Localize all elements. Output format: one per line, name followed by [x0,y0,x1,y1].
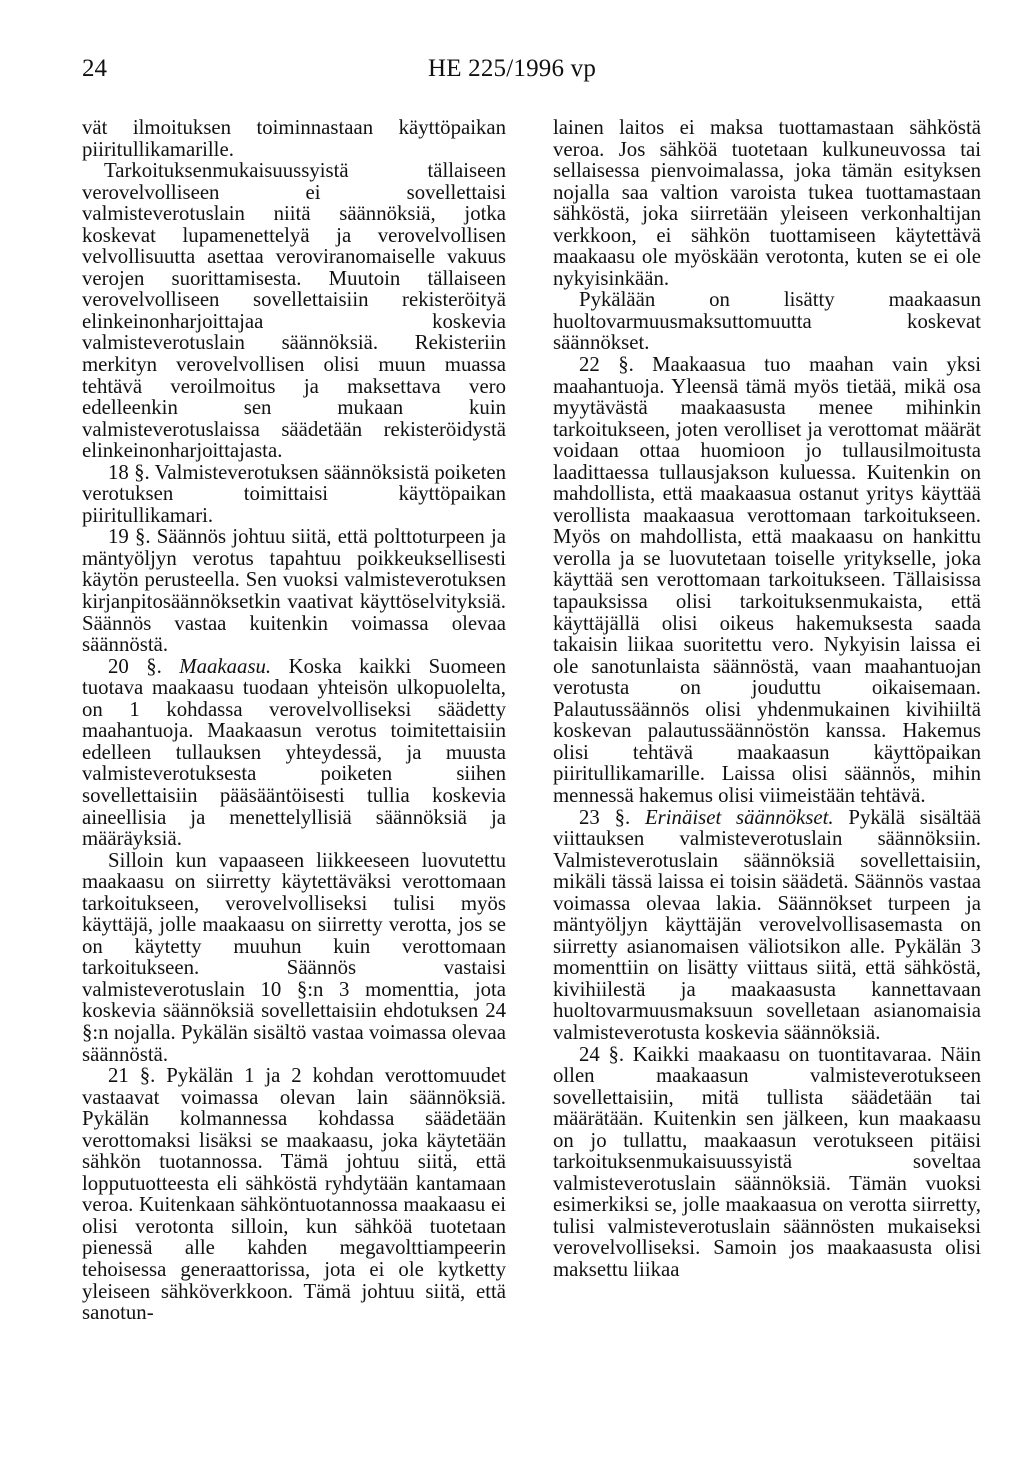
paragraph: Silloin kun vapaaseen liikkeeseen luovutettu maakaasu on siirretty käytettäväksi verottomaan tarkoitukseen, verovelvolliseksi tulisi myös käyttäjä, jolle maakaasu on siirretty verotta, jos se on käytetty muuhun kuin verottomaan tarkoitukseen. Säännös vastaisi valmisteverotuslain 10 §:n 3 momenttia, jota koskevia säännöksiä sovellettaisiin ehdotuksen 24 §:n nojalla. Pykälän sisältö vastaa voimassa olevaa säännöstä. [82,848,506,1066]
section-22-paragraph: 22 §. Maakaasua tuo maahan vain yksi maahantuoja. Yleensä tämä myös tietää, mikä osa myytävästä maakaasusta menee mihinkin tarkoitukseen, joten verolliset ja verottomat määrät voidaan ottaa huomioon jo tullausilmoitusta laadittaessa tullausjakson kuluessa. Kuitenkin on mahdollista, että maakaasua ostanut yritys käyttää verollista maakaasua verottomaan tarkoitukseen. Myös on mahdollista, että maakaasu on hankittu verolla ja se luovutetaan toiselle yritykselle, joka käyttää sen verottomaan tarkoitukseen. Tällaisissa tapauksissa olisi tarkoituksenmukaista, että käyttäjällä olisi oikeus hakemuksesta saada takaisin liikaa suoritettu vero. Nykyisin laissa ei ole sanotunlaista säännöstä, vaan maahantuojan verotusta on jouduttu oikaisemaan. Palautussäännös olisi yhdenmukainen kivihiiltä koskevan palautussäännöstön kanssa. Hakemus olisi tehtävä maakaasun käyttöpaikan piiritullikamarille. Laissa olisi säännös, mihin mennessä hakemus olisi viimeistään tehtävä. [553,353,981,807]
section-19-paragraph: 19 §. Säännös johtuu siitä, että polttoturpeen ja mäntyöljyn verotus tapahtuu poikkeuksellisesti käytön perusteella. Sen vuoksi valmisteverotuksen kirjanpitosäännöksetkin vaativat käyttöselvityksiä. Säännös vastaa kuitenkin voimassa olevaa säännöstä. [82,525,506,657]
paragraph: lainen laitos ei maksa tuottamastaan sähköstä veroa. Jos sähköä tuotetaan kulkuneuvossa tai sellaisessa pienvoimalassa, joka tämän esityksen nojalla saa valtion varoista tukea tuottamastaan sähköstä, joka siirretään yleiseen verkonhaltijan verkkoon, ei sähkön tuottamiseen käytettävä maakaasu ole myöskään verotonta, kuten se ei ole nykyisinkään. [553,116,981,290]
section-20-paragraph [82,656,506,850]
section-number: 20 §. [108,654,180,678]
section-18-paragraph: 18 §. Valmisteverotuksen säännöksistä poiketen verotuksen toimittaisi käyttöpaikan piiritullikamari. [82,460,506,527]
section-21-paragraph: 21 §. Pykälän 1 ja 2 kohdan verottomuudet vastaavat voimassa olevan lain säännöksiä. Pykälän kolmannessa kohdassa säädetään verottomaksi lisäksi se maakaasu, joka käytetään sähkön tuotannossa. Tämä johtuu siitä, että lopputuotteesta eli sähköstä ryhdytään kantamaan veroa. Kuitenkaan sähköntuotannossa maakaasu ei olisi verotonta silloin, kun sähköä tuotetaan pienessä alle kahden megavolttiampeerin tehoisessa generaattorissa, jota ei ole kytketty yleiseen sähköverkkoon. Tämä johtuu siitä, että sanotun- [82,1064,506,1325]
paragraph: Pykälään on lisätty maakaasun huoltovarmuusmaksuttomuutta koskevat säännökset. [553,288,981,355]
section-23-paragraph [553,807,981,1044]
section-number: 23 §. [579,805,645,829]
paragraph: vät ilmoituksen toiminnastaan käyttöpaikan piiritullikamarille. [82,116,506,161]
section-text: Koska kaikki Suomeen tuotava maakaasu tuodaan yhteisön ulkopuolelta, on 1 kohdassa verovelvolliseksi säädetty maahantuoja. Maakaasun verotus toimitettaisiin edelleen tullauksen yhteydessä, ja muusta valmisteverotuksesta poiketen siihen sovellettaisiin pääsääntöisesti tullia koskevia aineellisia ja menettelyllisiä säännöksiä ja määräyksiä. [82,654,506,851]
left-column [82,117,506,1324]
section-24-paragraph: 24 §. Kaikki maakaasu on tuontitavaraa. Näin ollen maakaasun valmisteverotukseen sovellettaisiin, mitä tullista säädetään tai määrätään. Kuitenkin sen jälkeen, kun maakaasu on jo tullattu, maakaasun verotukseen pitäisi tarkoituksenmukaisuussyistä soveltaa valmisteverotuslain säännöksiä. Tämän vuoksi esimerkiksi se, jolle maakaasua on verotta siirretty, tulisi valmisteverotuslain säännösten mukaiseksi verovelvolliseksi. Samoin jos maakaasusta olisi maksettu liikaa [553,1042,981,1281]
section-text: Pykälä sisältää viittauksen valmisteverotuslain säännöksiin. Valmisteverotuslain säännöksiä sovellettaisiin, mikäli tässä laissa ei toisin säädetä. Säännös vastaa voimassa olevaa lakia. Säännökset turpeen ja mäntyöljyn käyttäjän verovelvollisasemasta on siirretty asianomaisen väliotsikon alle. Pykälän 3 momenttiin on lisätty viittaus siitä, että sähköstä, kivihiilestä ja maakaasusta kannettavaan huoltovarmuusmaksuun sovelletaan asianomaisia valmisteverotusta koskevia säännöksiä. [553,805,982,1044]
document-id: HE 225/1996 vp [427,55,597,82]
section-title: Erinäiset säännökset. [644,805,834,829]
right-column [553,117,981,1281]
page-number: 24 [82,55,107,82]
paragraph: Tarkoituksenmukaisuussyistä tällaiseen verovelvolliseen ei sovellettaisi valmisteverotuslain niitä säännöksiä, jotka koskevat lupamenettelyä ja verovelvollisen velvollisuutta asettaa veroviranomaiselle vakuus verojen suorittamisesta. Muutoin tällaiseen verovelvolliseen sovellettaisiin rekisteröityä elinkeinonharjoittajaa koskevia valmisteverotuslain säännöksiä. Rekisteriin merkityn verovelvollisen olisi muun muassa tehtävä veroilmoitus ja maksettava vero edelleenkin sen mukaan kuin valmisteverotuslaissa säädetään rekisteröidystä elinkeinonharjoittajasta. [82,159,506,463]
section-title: Maakaasu. [179,654,272,678]
